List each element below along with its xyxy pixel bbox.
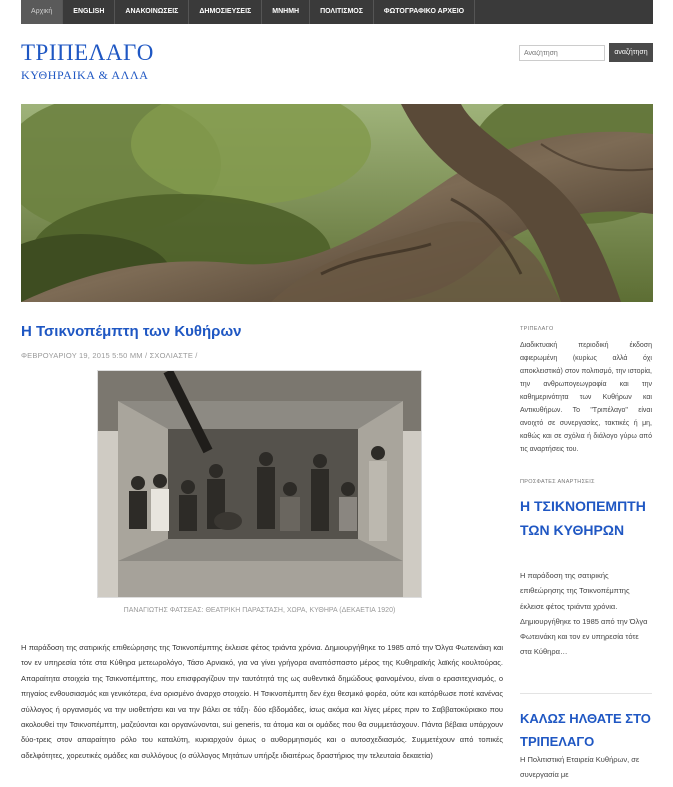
top-navigation	[21, 0, 653, 24]
nav-item-photo-archive[interactable]: ΦΩΤΟΓΡΑΦΙΚΟ ΑΡΧΕΙΟ	[374, 0, 475, 24]
recent-posts-title: ΠΡΟΣΦΑΤΕΣ ΑΝΑΡΤΗΣΕΙΣ	[520, 479, 595, 485]
nav-item-publications[interactable]: ΔΗΜΟΣΙΕΥΣΕΙΣ	[189, 0, 262, 24]
welcome-widget-title: ΚΑΛΩΣ ΗΛΘΑΤΕ ΣΤΟ ΤΡΙΠΕΛΑΓΟ	[520, 711, 651, 749]
nav-item-memory[interactable]: ΜΝΗΜΗ	[262, 0, 310, 24]
nav-item-culture[interactable]: ΠΟΛΙΤΙΣΜΟΣ	[310, 0, 374, 24]
about-widget-title: ΤΡΙΠΕΛΑΓΟ	[520, 326, 554, 332]
welcome-widget-text: Η Πολιτιστική Εταιρεία Κυθήρων, σε συνεργασία με	[520, 755, 640, 780]
recent-post-excerpt: Η παράδοση της σατιρικής επιθεώρησης της Τσικνοπέμπτης έκλεισε φέτος τριάντα χρόνια. Δημιουργήθηκε το 1985 από την Όλγα Φωτεινάκη και τον εν υπηρεσία τότε στα Κύθηρα…	[520, 571, 648, 657]
post-body: Η παράδοση της σατιρικής επιθεώρησης της Τσικνοπέμπτης έκλεισε φέτος τριάντα χρόνια. Δημιουργήθηκε το 1985 από την Όλγα Φωτεινάκη και τον εν υπηρεσία τότε στα Κύθηρα μετεωρολόγο, Τάσο Αρνιακό, για να γίνει γρήγορα αναπόσπαστο μέρος της Κυθηραϊκής λαϊκής κουλτούρας. Απαραίτητα στοιχεία της Τσικνοπέμπτης, που επισφραγίζουν την ταυτότητά της ως αυθεντικά δημώδους φαινομένου, είναι ο ερασιτεχνισμός, ο πηγαίος ενθουσιασμός και γενικότερα, ένα ορισμένο άναρχο στοιχείο. Η Τσικνοπέμπτη δεν έχει θεσμικό φορέα, ούτε και κατόρθωσε ποτέ κανένας σύλλογος ή οργανισμός να την υιοθετήσει και να την βάλει σε τάξη· δύο εβδομάδες, ίσως ακόμα και λίγες μέρες πριν το Σαββατοκύριακο που ακολουθεί την Τσικνοπέμπτη, μαζεύονται και οργανώνονται, sui generis, τα άτομα και οι ομάδες που θα συμμετάσχουν. Πάντα βέβαια υπάρχουν δύο-τρεις στον απαραίτητο ρόλο του καταλύτη, κυριαρχούν όμως ο αυθορμητισμός και ο αυτοσχεδιασμός. Συμμετέχουν από τοπικές αδελφότητες, χορευτικές ομάδες και συλλόγους (ο σύλλογος Μητάτων υπήρξε ιδιαιτέρως δραστήριος την τελευταία δεκαετία)	[21, 643, 503, 760]
nav-item-english[interactable]: ENGLISH	[63, 0, 115, 24]
post-meta[interactable]: ΦΕΒΡΟΥΑΡΙΟΥ 19, 2015 5:50 ΜΜ / ΣΧΟΛΙΑΣΤΕ /	[21, 351, 198, 360]
search-input[interactable]	[519, 45, 605, 61]
post-title[interactable]: Η Τσικνοπέμπτη των Κυθήρων	[21, 323, 242, 340]
recent-post-link[interactable]: Η ΤΣΙΚΝΟΠΕΜΠΤΗ ΤΩΝ ΚΥΘΗΡΩΝ	[520, 498, 646, 538]
site-title[interactable]: ΤΡΙΠΕΛΑΓΟ	[21, 40, 154, 65]
sidebar-divider	[520, 693, 652, 694]
header-image	[21, 104, 653, 302]
post-photo	[97, 370, 422, 598]
nav-item-home[interactable]: Αρχική	[21, 0, 63, 24]
search-button[interactable]: αναζήτηση	[609, 43, 653, 62]
nav-item-announcements[interactable]: ΑΝΑΚΟΙΝΩΣΕΙΣ	[115, 0, 189, 24]
photo-caption: ΠΑΝΑΓΙΩΤΗΣ ΦΑΤΣΕΑΣ: ΘΕΑΤΡΙΚΗ ΠΑΡΑΣΤΑΣΗ, ΧΩΡΑ, ΚΥΘΗΡΑ (ΔΕΚΑΕΤΙΑ 1920)	[123, 607, 396, 614]
olive-tree-image	[21, 104, 653, 302]
about-widget-text: Διαδικτυακή περιοδική έκδοση αφιερωμένη (κυρίως αλλά όχι αποκλειστικά) στον πολιτισμό, την ιστορία, την ανθρωπογεωγραφία και την καθημερινότητα των Κυθήρων και Αντικυθήρων. Το "Τριπέλαγο" είναι ανοιχτό σε συνεργασίες, τακτικές ή μη, καθώς και σε σχόλια ή διάλογο γύρω από τις αναρτήσεις του.	[520, 342, 652, 453]
site-tagline: ΚΥΘΗΡΑΙΚΑ & ΑΛΛΑ	[21, 68, 149, 82]
theatre-photo-image	[98, 371, 422, 598]
